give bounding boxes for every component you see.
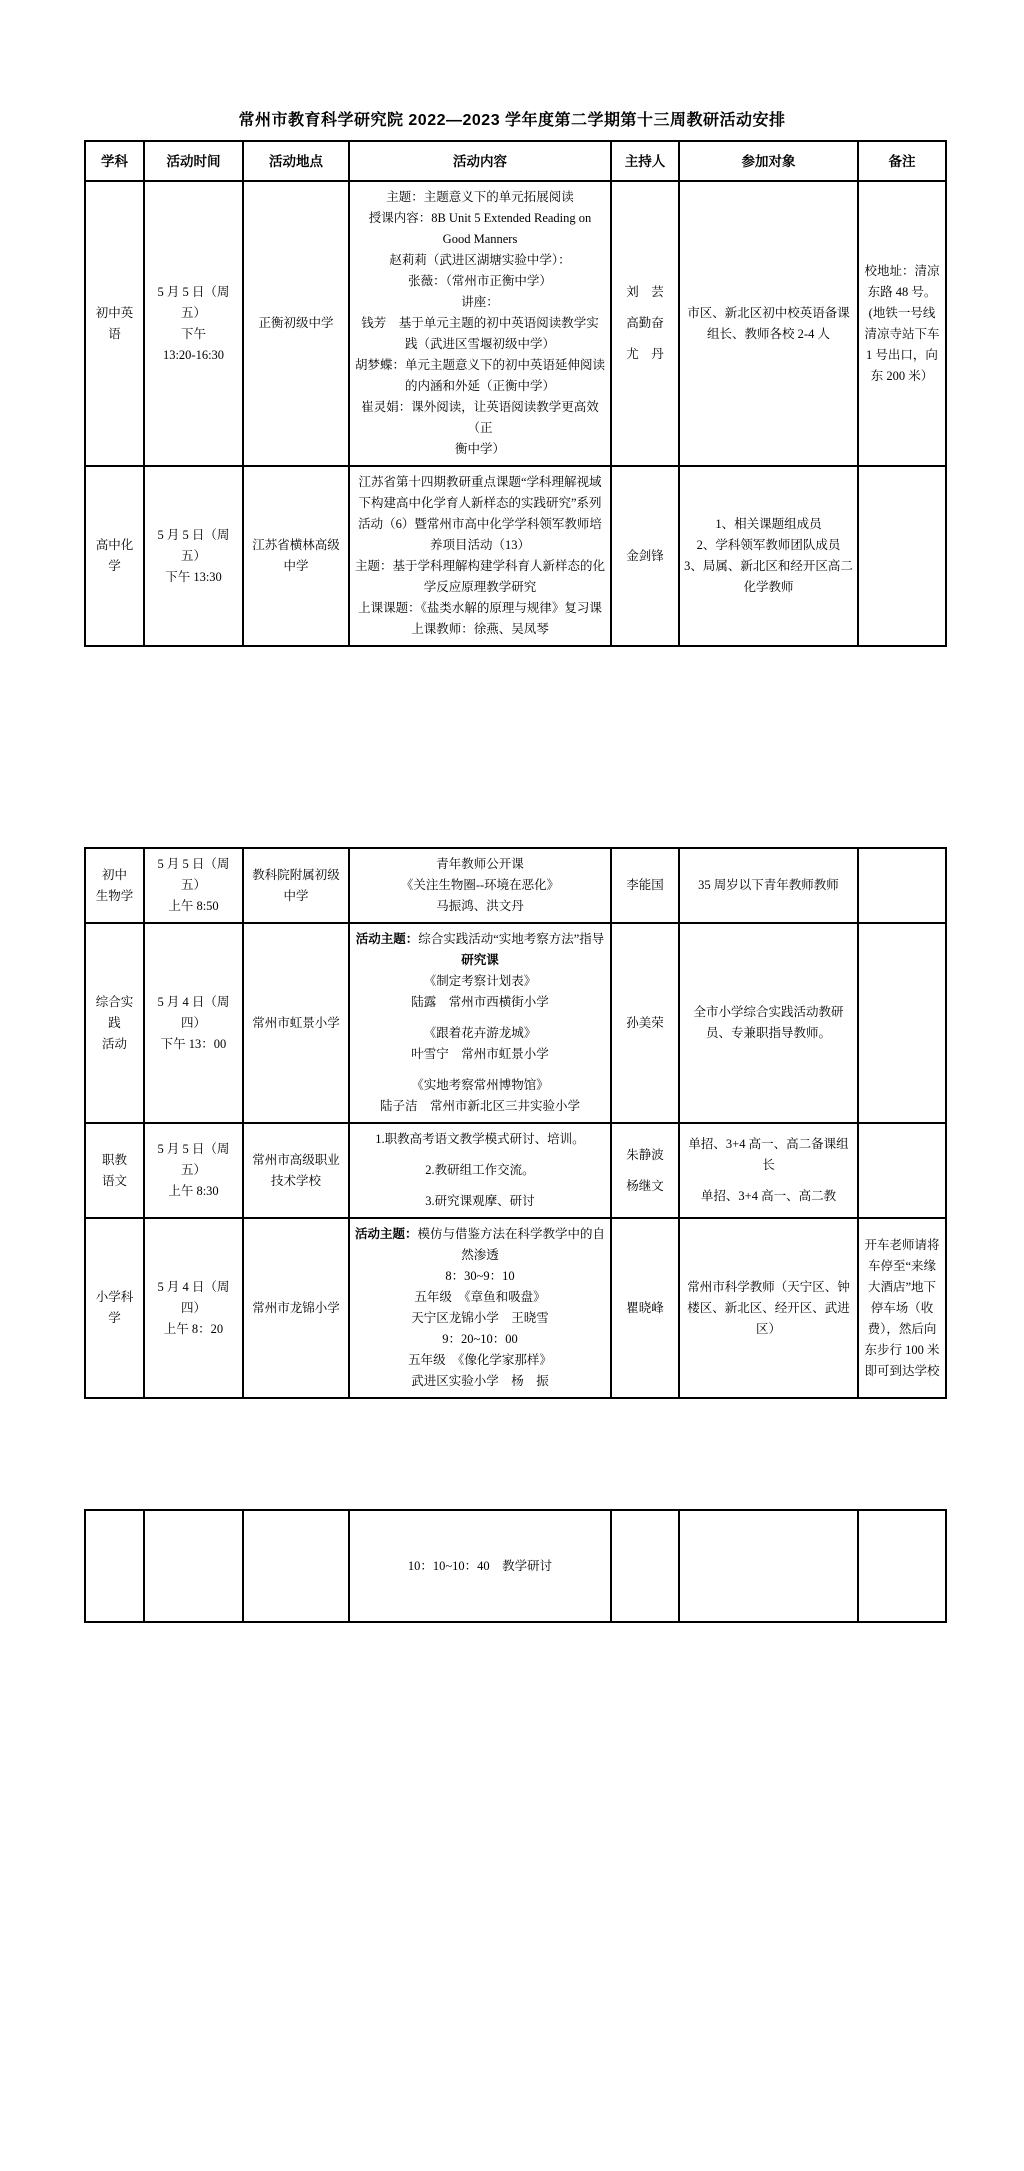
cell-line: 讲座：: [461, 295, 499, 309]
subject-cell: [85, 1510, 144, 1622]
time-cell: [144, 1510, 243, 1622]
cell-line: 尤 丹: [626, 347, 664, 361]
host-cell: [611, 848, 679, 923]
table-row: [85, 466, 946, 646]
cell-line: 下午: [180, 326, 206, 341]
cell-line: 陆露 常州市西横街小学: [411, 995, 549, 1009]
cell-line: 5 月 4 日（周四）: [157, 1279, 230, 1315]
cell-line-gap: [616, 334, 674, 344]
content-cell: [349, 181, 611, 466]
time-cell: [144, 1123, 243, 1218]
cell-line: 下午 13:30: [165, 569, 222, 584]
cell-line: 高勤奋: [626, 316, 664, 330]
time-cell: [144, 848, 243, 923]
schedule-table-page-2: [84, 847, 947, 1399]
cell-line: 正衡初级中学: [258, 316, 334, 330]
cell-line: 1、相关课题组成员: [715, 517, 822, 531]
cell-line: 常州市虹景小学: [252, 1015, 340, 1030]
cell-line: 江苏省横林高级中学: [252, 538, 340, 573]
note-cell: [858, 1123, 946, 1218]
cell-line: 《关注生物圈--环境在恶化》: [400, 878, 560, 892]
content-cell: [349, 1218, 611, 1398]
content-cell: [349, 466, 611, 646]
cell-line: 单招、3+4 高一、高二教: [700, 1189, 837, 1203]
content-cell: [349, 1123, 611, 1218]
cell-line: 职教: [101, 1152, 127, 1167]
cell-line: 5 月 5 日（周五）: [157, 857, 230, 892]
host-cell: [611, 1510, 679, 1622]
content-cell: [349, 1510, 611, 1622]
cell-line: 活动: [101, 1036, 127, 1051]
cell-line: 授课内容：8B Unit 5 Extended Reading on: [368, 211, 592, 225]
cell-line: 上午 8:50: [168, 899, 219, 913]
participants-cell: [679, 1218, 858, 1398]
cell-line: 开车老师请将车停至“来缘大酒店”地下停车场（收费），然后向东步行 100 米即可到达学校: [864, 1237, 940, 1378]
col-header-time: 活动时间: [144, 141, 243, 181]
subject-cell: [85, 923, 144, 1123]
note-cell: [858, 848, 946, 923]
cell-line: 生物学: [95, 888, 134, 903]
host-cell: [611, 181, 679, 466]
cell-line: 《实地考察常州博物馆》: [411, 1078, 549, 1092]
cell-line: 8：30~9：10: [445, 1269, 515, 1283]
cell-line: 综合实践: [95, 994, 134, 1030]
time-cell: [144, 923, 243, 1123]
host-cell: [611, 1218, 679, 1398]
place-cell: [243, 466, 349, 646]
cell-line: 校地址：清凉东路 48 号。(地铁一号线清凉寺站下车 1 号出口，向东 200 米）: [864, 263, 940, 383]
cell-line: 孙美荣: [626, 1015, 664, 1030]
cell-line: 10：10~10：40 教学研讨: [407, 1558, 553, 1573]
cell-line: 《制定考察计划表》: [423, 974, 537, 988]
cell-line: 下午 13：00: [160, 1036, 227, 1051]
cell-line: 衡中学）: [454, 442, 505, 456]
cell-line-gap: [684, 1176, 853, 1186]
cell-line: 3.研究课观摩、研讨: [425, 1194, 535, 1208]
cell-line: 叶雪宁 常州市虹景小学: [411, 1047, 549, 1061]
place-cell: [243, 1510, 349, 1622]
cell-line: 单招、3+4 高一、高二备课组长: [688, 1137, 849, 1172]
note-cell: [858, 181, 946, 466]
cell-line: 2、学科领军教师团队成员: [696, 538, 841, 552]
subject-cell: [85, 181, 144, 466]
cell-line: 五年级 《章鱼和吸盘》: [414, 1290, 546, 1304]
col-header-host: 主持人: [611, 141, 679, 181]
col-header-note: 备注: [858, 141, 946, 181]
cell-line: 瞿晓峰: [626, 1300, 664, 1315]
participants-cell: [679, 923, 858, 1123]
note-cell: [858, 1510, 946, 1622]
cell-line: 江苏省第十四期教研重点课题“学科理解视域下构建高中化学育人新样态的实践研究”系列活动（6）暨常州市高中化学学科领军教师培养项目活动（13）: [358, 475, 602, 552]
participants-cell: [679, 181, 858, 466]
cell-line: 5 月 4 日（周四）: [157, 994, 230, 1030]
table-row: [85, 1510, 946, 1622]
cell-line: 五年级 《像化学家那样》: [408, 1353, 552, 1367]
cell-line: 小学科学: [95, 1290, 134, 1325]
cell-line-gap: [354, 1065, 606, 1075]
cell-line: 高中化学: [95, 538, 134, 573]
cell-line: Good Manners: [442, 232, 518, 246]
cell-line: 张薇：（常州市正衡中学）: [408, 274, 552, 288]
participants-cell: [679, 466, 858, 646]
cell-line: 5 月 5 日（周五）: [157, 527, 230, 563]
page-title: 常州市教育科学研究院 2022—2023 学年度第二学期第十三周教研活动安排: [238, 112, 786, 129]
host-cell: [611, 466, 679, 646]
cell-line: 2.教研组工作交流。: [425, 1163, 535, 1177]
col-header-place: 活动地点: [243, 141, 349, 181]
cell-line-gap: [354, 1150, 606, 1160]
cell-line: 1.职教高考语文教学模式研讨、培训。: [375, 1132, 585, 1146]
table-header-row: [85, 141, 946, 181]
note-cell: [858, 923, 946, 1123]
schedule-table-page-3: [84, 1509, 947, 1623]
cell-line: 主题：主题意义下的单元拓展阅读: [386, 190, 574, 204]
cell-line: 语文: [101, 1173, 127, 1188]
col-header-participants: 参加对象: [679, 141, 858, 181]
host-cell: [611, 1123, 679, 1218]
cell-line: 胡梦蝶：单元主题意义下的初中英语延伸阅读: [354, 358, 605, 372]
cell-line: 《跟着花卉游龙城》: [423, 1026, 537, 1040]
cell-line: 践（武进区雪堰初级中学）: [404, 337, 555, 351]
cell-line: 上课教师：徐燕、吴凤琴: [411, 622, 549, 636]
time-cell: [144, 1218, 243, 1398]
table-row: [85, 1218, 946, 1398]
cell-line: 全市小学综合实践活动教研员、专兼职指导教师。: [693, 1005, 844, 1040]
schedule-table-page-1: [84, 140, 947, 647]
col-header-subject: 学科: [85, 141, 144, 181]
table-row: [85, 848, 946, 923]
content-cell: [349, 923, 611, 1123]
subject-cell: [85, 1218, 144, 1398]
cell-line: 初中: [101, 867, 127, 882]
cell-line: 赵莉莉（武进区湖塘实验中学）：: [389, 253, 571, 267]
cell-line: 李能国: [626, 878, 664, 892]
table-row: [85, 181, 946, 466]
cell-line: 13:20-16:30: [162, 347, 225, 362]
table-body-page-3: [85, 1510, 946, 1622]
subject-cell: [85, 848, 144, 923]
table-row: [85, 1123, 946, 1218]
note-cell: [858, 1218, 946, 1398]
subject-cell: [85, 1123, 144, 1218]
note-cell: [858, 466, 946, 646]
cell-line: 刘 芸: [626, 285, 664, 299]
content-cell: [349, 848, 611, 923]
subject-cell: [85, 466, 144, 646]
cell-line: 常州市科学教师（天宁区、钟楼区、新北区、经开区、武进区）: [687, 1279, 850, 1336]
cell-line: 武进区实验小学 杨 振: [411, 1374, 549, 1388]
cell-line: 研究课: [461, 953, 499, 967]
cell-line: 上午 8：20: [163, 1321, 224, 1336]
cell-line-gap: [616, 303, 674, 313]
cell-line: 钱芳 基于单元主题的初中英语阅读教学实: [361, 316, 599, 330]
cell-line: 陆子洁 常州市新北区三井实验小学: [379, 1099, 580, 1113]
cell-line: 青年教师公开课: [436, 857, 524, 871]
cell-line: 天宁区龙锦小学 王晓雪: [411, 1311, 549, 1325]
cell-line: 主题：基于学科理解构建学科育人新样态的化学反应原理教学研究: [354, 559, 605, 594]
table-body-page-1: [85, 181, 946, 646]
cell-line: 的内涵和外延（正衡中学）: [404, 379, 555, 393]
participants-cell: [679, 1510, 858, 1622]
cell-line: 金剑锋: [626, 548, 664, 563]
cell-line: 常州市龙锦小学: [252, 1300, 340, 1315]
cell-line-gap: [616, 1166, 674, 1176]
cell-line: 上课课题：《盐类水解的原理与规律》复习课: [358, 601, 602, 615]
cell-line: 上午 8:30: [168, 1184, 219, 1198]
cell-line: 马振鸿、洪文丹: [436, 899, 524, 913]
table-row: [85, 923, 946, 1123]
host-cell: [611, 923, 679, 1123]
time-cell: [144, 466, 243, 646]
place-cell: [243, 923, 349, 1123]
cell-line: 崔灵娟：课外阅读，让英语阅读教学更高效（正: [361, 400, 599, 435]
cell-line: 常州市高级职业技术学校: [252, 1152, 340, 1188]
time-cell: [144, 181, 243, 466]
cell-line: 教科院附属初级中学: [252, 867, 340, 903]
participants-cell: [679, 848, 858, 923]
cell-line: 杨继文: [626, 1178, 664, 1193]
cell-line: 5 月 5 日（周五）: [157, 284, 230, 320]
place-cell: [243, 181, 349, 466]
cell-line: 市区、新北区初中校英语备课组长、教师各校 2-4 人: [687, 305, 850, 341]
place-cell: [243, 1123, 349, 1218]
cell-line: 朱静波: [626, 1147, 664, 1162]
cell-line: 活动主题：综合实践活动“实地考察方法”指导: [355, 932, 605, 946]
cell-line: 35 周岁以下青年教师教师: [698, 878, 839, 892]
cell-line: 初中英语: [95, 305, 134, 341]
cell-line-gap: [354, 1181, 606, 1191]
cell-line: 活动主题：模仿与借鉴方法在科学教学中的自然渗透: [354, 1227, 606, 1262]
table-body-page-2: [85, 848, 946, 1398]
place-cell: [243, 848, 349, 923]
participants-cell: [679, 1123, 858, 1218]
cell-line: 3、局属、新北区和经开区高二化学教师: [684, 559, 853, 594]
cell-line: 5 月 5 日（周五）: [157, 1142, 230, 1177]
place-cell: [243, 1218, 349, 1398]
col-header-content: 活动内容: [349, 141, 611, 181]
cell-line-gap: [354, 1013, 606, 1023]
cell-line: 9：20~10：00: [442, 1332, 518, 1346]
